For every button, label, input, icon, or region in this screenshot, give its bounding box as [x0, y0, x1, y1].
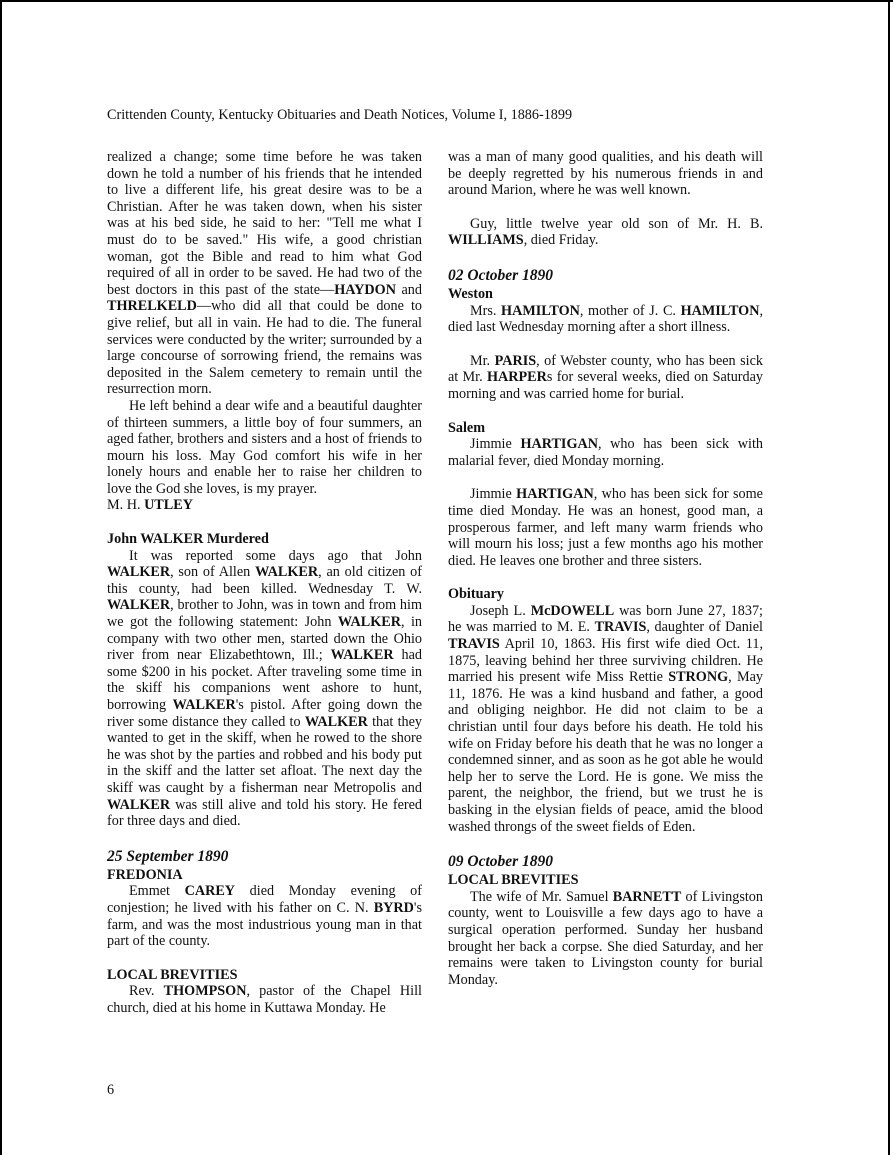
- section-heading: Weston: [448, 285, 493, 302]
- date-heading: 25 September 1890: [107, 847, 229, 865]
- page-border-right: [888, 0, 890, 1155]
- signature: M. H. UTLEY: [107, 497, 193, 514]
- hartigan-notice: Jimmie HARTIGAN, who has been sick with malarial fever, died Monday morning.: [448, 436, 763, 469]
- thompson-notice: Rev. THOMPSON, pastor of the Chapel Hill church, died at his home in Kuttawa Monday. He: [107, 983, 422, 1016]
- section-heading: Salem: [448, 419, 486, 436]
- date-heading: 02 October 1890: [448, 266, 554, 284]
- page-border-left: [0, 0, 2, 1155]
- date-heading: 09 October 1890: [448, 853, 554, 871]
- section-heading: LOCAL BREVITIES: [448, 872, 579, 889]
- paris-notice: Mr. PARIS, of Webster county, who has been sick at Mr. HARPERs for several weeks, died on Saturday morning and was carried home for burial.: [448, 352, 763, 402]
- running-header: Crittenden County, Kentucky Obituaries and Death Notices, Volume I, 1886-1899: [107, 107, 573, 123]
- mcdowell-obituary: Joseph L. McDOWELL was born June 27, 1837; he was married to M. E. TRAVIS, daughter of Daniel TRAVIS April 10, 1863. His first wife died Oct. 11, 1875, leaving behind her three surviving children. He married his present wife Miss Rettie STRONG, May 11, 1876. He was a kind husband and father, a good and obliging neighbor. He did not claim to be a christian until four days before his death. He told his wife on Friday before his death that he was no longer a condemned sinner, and as soon as he got able he would help her to serve the Lord. He is gone. We miss the parent, the neighbor, the friend, but we trust he is basking in the elysian fields of peace, amid the blood washed throngs of the sweet fields of Eden.: [448, 602, 763, 835]
- page-border-top: [0, 0, 893, 2]
- section-heading: FREDONIA: [107, 866, 183, 883]
- walker-article: It was reported some days ago that John WALKER, son of Allen WALKER, an old citizen of this county, had been killed. Wednesday T. W. WALKER, brother to John, was in town and from him we got the following statement: John WALKER, in company with two other men, started down the Ohio river from near Elizabethtown, Ill.; WALKER had some $200 in his pocket. After traveling some time in the skiff his companions went ashore to hunt, borrowing WALKER's pistol. After going down the river some distance they called to WALKER that they wanted to get in the skiff, when he rowed to the shore he was shot by the parties and robbed and his body put in the skiff and the latter set afloat. The next day the skiff was caught by a fisherman near Metropolis and WALKER was still alive and told his story. He fered for three days and died.: [107, 547, 423, 830]
- page-number: 6: [107, 1082, 115, 1098]
- obituary-continuation: realized a change; some time before he was taken down he told a number of his friends that he intended to live a different life, his great desire was to be a Christian. After he was taken down, when his sister was at his bed side, he said to her: "Tell me what I must do to be saved." His wife, a good christian woman, got the Bible and read to him what God required of all in order to be saved. He had two of the best doctors in this past of the state—HAYDON and THRELKELD—who did all that could be done to give relief, but all in vain. He had to die. The funeral services were conducted by the writer; surrounded by a large concourse of sorrowing friend, the remains was deposited in the Salem cemetery to remain until the resurrection morn.: [107, 149, 422, 398]
- left-column: [107, 149, 422, 1017]
- obituary-paragraph: He left behind a dear wife and a beautiful daughter of thirteen summers, a little boy of four summers, an aged father, brothers and sisters and a host of friends to mourn his loss. May God comfort his wife in her lonely hours and enable her to raise her children to love the God she loves, is my prayer.: [107, 397, 422, 497]
- surname: THRELKELD: [107, 298, 197, 315]
- barnett-notice: The wife of Mr. Samuel BARNETT of Livingston county, went to Louisville a few days ago to have a surgical operation performed. Sunday her husband brought her back a corpse. She died Saturday, and her remains were taken to Livingston county for burial Monday.: [448, 888, 763, 988]
- williams-notice: Guy, little twelve year old son of Mr. H. B. WILLIAMS, died Friday.: [448, 215, 763, 249]
- section-heading: LOCAL BREVITIES: [107, 966, 238, 983]
- surname: HAYDON: [334, 281, 396, 298]
- section-heading: John WALKER Murdered: [107, 531, 269, 548]
- hartigan-notice-2: Jimmie HARTIGAN, who has been sick for some time died Monday. He was an honest, good man, a prosperous farmer, and left many warm friends who will mourn his loss; just a few months ago his mother died. He leaves one brother and three sisters.: [448, 486, 763, 569]
- right-column: [448, 149, 763, 988]
- section-heading: Obituary: [448, 586, 504, 603]
- carey-notice: Emmet CAREY died Monday evening of conjestion; he lived with his father on C. N. BYRD's farm, and was the most industrious young man in that part of the county.: [107, 883, 422, 950]
- hamilton-notice: Mrs. HAMILTON, mother of J. C. HAMILTON, died last Wednesday morning after a short illness.: [448, 302, 763, 336]
- thompson-continuation: was a man of many good qualities, and his death will be deeply regretted by his numerous friends in and around Marion, where he was well known.: [448, 149, 763, 199]
